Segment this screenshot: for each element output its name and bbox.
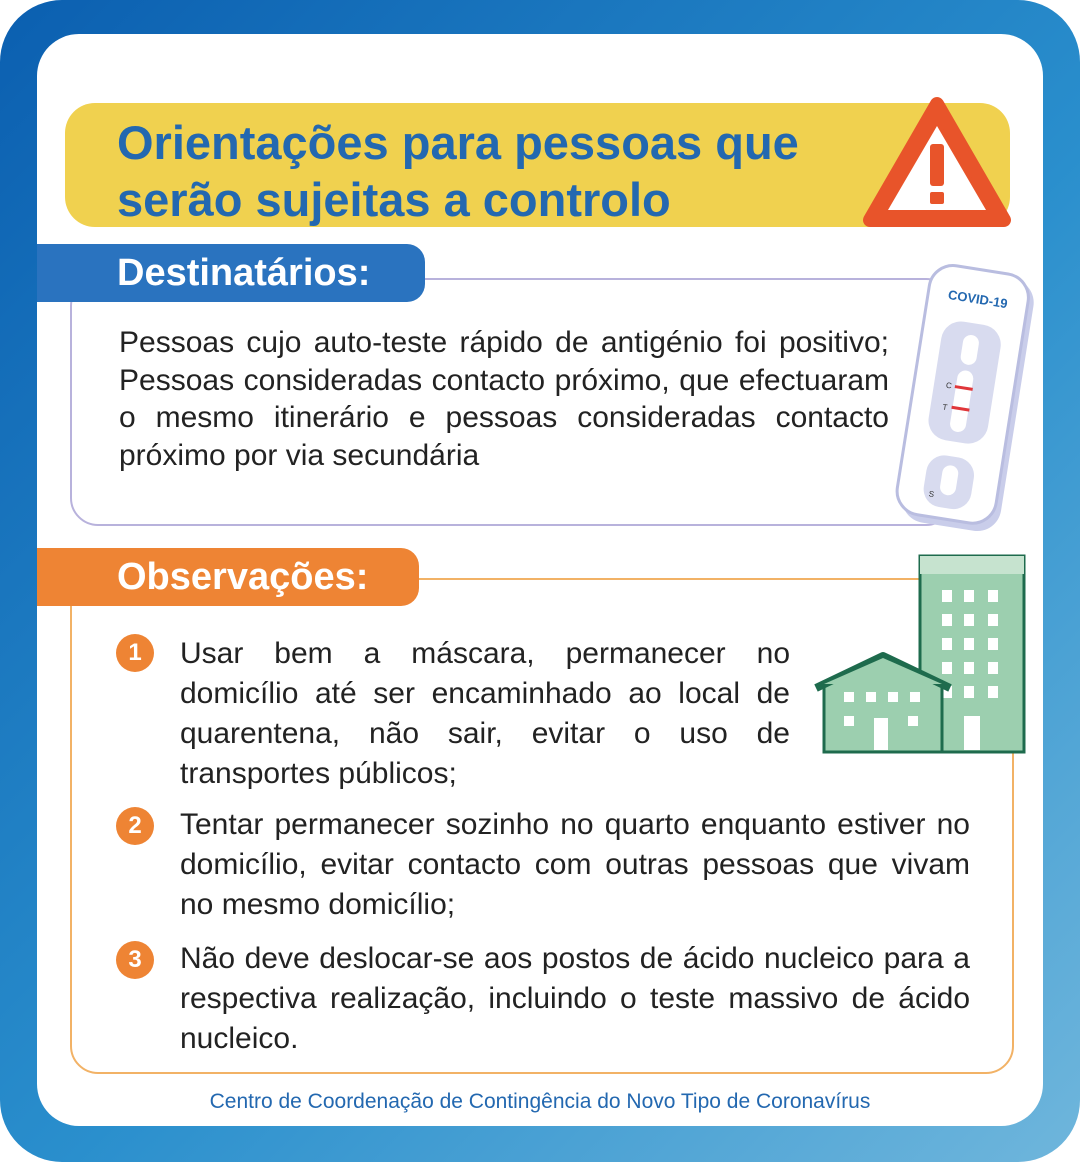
test-line-t: T: [941, 402, 949, 413]
test-well-s: S: [928, 489, 935, 500]
warning-triangle-icon: [862, 96, 1012, 230]
observation-item-1: Usar bem a máscara, permanecer no domicílio até ser encaminhado ao local de quarentena, não sair, evitar o uso de transportes públicos;: [180, 637, 790, 790]
item-number-3: 3: [116, 941, 154, 979]
test-kit-label: COVID-19: [947, 286, 1009, 312]
page-title: Orientações para pessoas que serão sujeitas a controlo: [117, 116, 799, 226]
observations-heading: Observações:: [37, 548, 419, 606]
buildings-icon: [810, 550, 1035, 760]
item-number-2: 2: [116, 807, 154, 845]
test-line-c: C: [945, 380, 953, 391]
item-number-1: 1: [116, 634, 154, 672]
covid-test-kit-icon: [880, 262, 1040, 537]
observation-item-2: Tentar permanecer sozinho no quarto enquanto estiver no domicílio, evitar contacto com outras pessoas que vivam no mesmo domicílio;: [180, 808, 970, 921]
recipients-heading: Destinatários:: [37, 244, 425, 302]
observation-item-3: Não deve deslocar-se aos postos de ácido nucleico para a respectiva realização, incluindo o teste massivo de ácido nucleico.: [180, 942, 970, 1055]
footer-credit: Centro de Coordenação de Contingência do Novo Tipo de Coronavírus: [209, 1090, 871, 1113]
recipients-text: Pessoas cujo auto-teste rápido de antigénio foi positivo; Pessoas consideradas contacto próximo, que efectuaram o mesmo itinerário e pessoas consideradas contacto próximo por via secundária: [119, 326, 889, 472]
